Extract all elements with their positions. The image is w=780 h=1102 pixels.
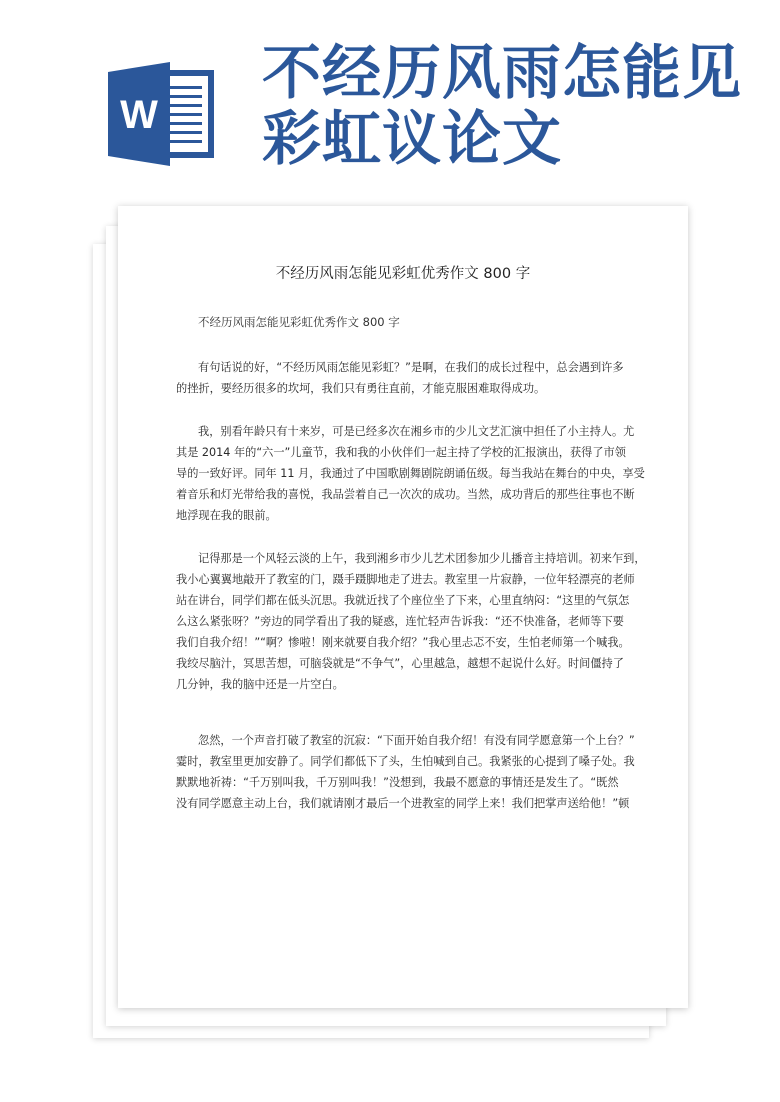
paragraph-2	[176, 421, 645, 526]
paragraph-line: 几分钟，我的脑中还是一片空白。	[176, 678, 344, 691]
header-banner	[0, 0, 780, 200]
paragraph-line: 着音乐和灯光带给我的喜悦，我品尝着自己一次次的成功。当然，成功背后的那些往事也不断	[176, 488, 635, 501]
paragraph-line: 导的一致好评。同年 11 月，我通过了中国歌剧舞剧院朗诵伍级。每当我站在舞台的中央，享受	[176, 467, 645, 480]
paragraph-line: 站在讲台，同学们都在低头沉思。我就近找了个座位坐了下来，心里直纳闷：“这里的气氛怎	[176, 594, 630, 607]
title-line-2: 彩虹议论文	[262, 104, 563, 173]
paragraph-line: 霎时，教室里更加安静了。同学们都低下了头，生怕喊到自己。我紧张的心提到了嗓子处。我	[176, 755, 635, 768]
document-page	[118, 206, 688, 1008]
paragraph-line: 么这么紧张呀？”旁边的同学看出了我的疑惑，连忙轻声告诉我：“还不快准备，老师等下要	[176, 615, 624, 628]
paragraph-line: 我绞尽脑汁，冥思苦想，可脑袋就是“不争气”，心里越急，越想不起说什么好。时间僵持了	[176, 657, 624, 670]
paragraph-line: 我们自我介绍！”“啊？惨啦！刚来就要自我介绍？”我心里忐忑不安，生怕老师第一个喊我。	[176, 636, 630, 649]
paragraph-line: 地浮现在我的眼前。	[176, 509, 277, 522]
paragraph-line: 记得那是一个风轻云淡的上午，我到湘乡市少儿艺术团参加少儿播音主持培训。初来乍到，	[198, 552, 646, 565]
paragraph-line: 的挫折，要经历很多的坎坷，我们只有勇往直前，才能克服困难取得成功。	[176, 382, 546, 395]
paragraph-line: 默默地祈祷：“千万别叫我，千万别叫我！”没想到，我最不愿意的事情还是发生了。“既然	[176, 776, 619, 789]
title-line-1: 不经历风雨怎能见	[262, 38, 743, 107]
paragraph-line: 其是 2014 年的“六一”儿童节，我和我的小伙伴们一起主持了学校的汇报演出，获得了市领	[176, 446, 626, 459]
word-doc-icon	[108, 62, 218, 166]
page-title	[262, 40, 762, 172]
paragraph-line: 没有同学愿意主动上台，我们就请刚才最后一个进教室的同学上来！我们把掌声送给他！”顿	[176, 797, 630, 810]
paragraph-4	[176, 730, 636, 814]
document-title: 不经历风雨怎能见彩虹优秀作文 800 字	[275, 266, 531, 282]
paragraph-line: 我，别看年龄只有十来岁，可是已经多次在湘乡市的少儿文艺汇演中担任了小主持人。尤	[198, 425, 635, 438]
paragraph-line: 有句话说的好，“不经历风雨怎能见彩虹？”是啊，在我们的成长过程中，总会遇到许多	[198, 361, 624, 374]
paragraph-1	[176, 357, 636, 399]
document-subtitle: 不经历风雨怎能见彩虹优秀作文 800 字	[198, 315, 400, 329]
paragraph-line: 忽然，一个声音打破了教室的沉寂：“下面开始自我介绍！有没有同学愿意第一个上台？”	[198, 734, 635, 747]
paragraph-line: 我小心翼翼地敲开了教室的门，蹑手蹑脚地走了进去。教室里一片寂静，一位年轻漂亮的老师	[176, 573, 635, 586]
paragraph-3	[176, 548, 646, 695]
word-letter: W	[120, 93, 158, 137]
